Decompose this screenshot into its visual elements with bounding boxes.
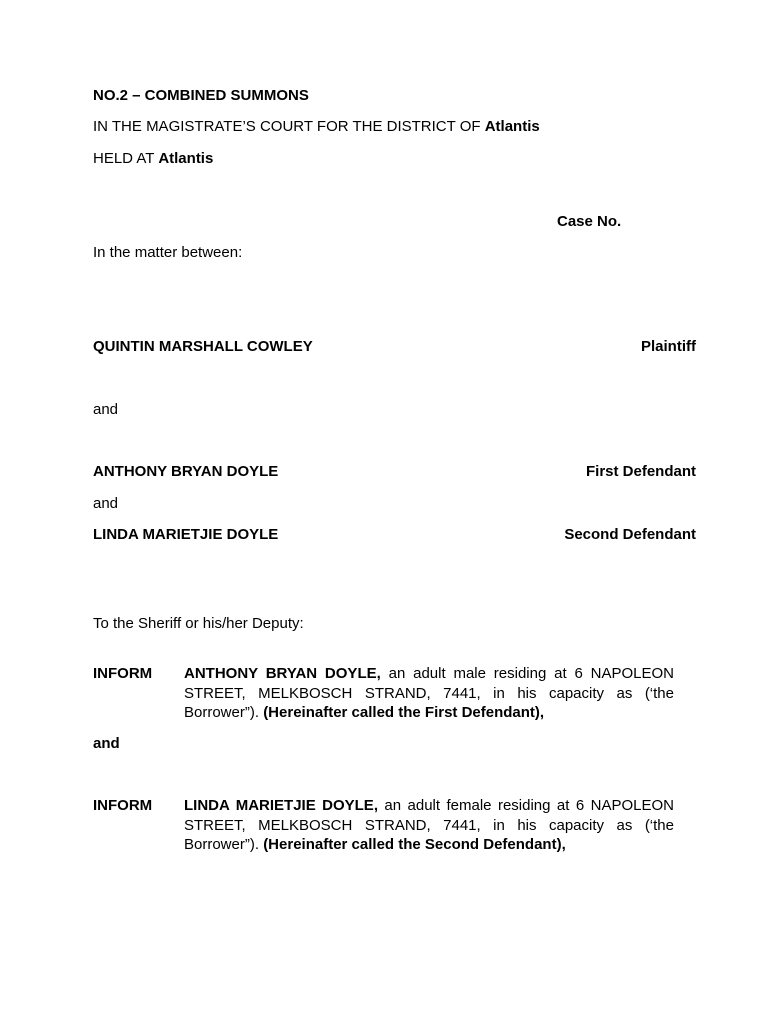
first-defendant-role: First Defendant <box>585 463 696 480</box>
court-line <box>93 118 540 136</box>
second-defendant-role: Second Defendant <box>564 526 696 543</box>
inform-paragraph-2 <box>184 796 674 855</box>
and-separator-1: and <box>93 401 119 418</box>
inform-label-2: INFORM <box>93 797 153 814</box>
inform-1-name: ANTHONY BRYAN DOYLE, <box>184 665 381 682</box>
court-district: Atlantis <box>484 118 540 135</box>
plaintiff-name: QUINTIN MARSHALL COWLEY <box>93 338 313 355</box>
inform-1-called: (Hereinafter called the First Defendant), <box>263 704 545 721</box>
inform-2-called: (Hereinafter called the Second Defendant), <box>263 836 566 853</box>
inform-2-name: LINDA MARIETJIE DOYLE, <box>184 797 378 814</box>
and-separator-2: and <box>93 495 119 512</box>
document-title: NO.2 – COMBINED SUMMONS <box>93 87 309 104</box>
second-defendant-name: LINDA MARIETJIE DOYLE <box>93 526 279 543</box>
plaintiff-role: Plaintiff <box>641 338 696 355</box>
sheriff-address: To the Sheriff or his/her Deputy: <box>93 615 304 632</box>
first-defendant-name: ANTHONY BRYAN DOYLE <box>93 463 279 480</box>
matter-intro: In the matter between: <box>93 244 243 261</box>
held-at-line <box>93 150 213 168</box>
inform-2-text: an adult female residing at 6 NAPOLEON STREET, MELKBOSCH STRAND, 7441, in his capacity as (‘the Borrower”). <box>184 797 674 853</box>
inform-paragraph-1 <box>184 664 674 723</box>
inform-label-1: INFORM <box>93 665 153 682</box>
court-prefix: IN THE MAGISTRATE’S COURT FOR THE DISTRICT OF <box>93 118 485 135</box>
and-bold-separator: and <box>93 735 120 752</box>
case-number-label: Case No. <box>557 213 622 230</box>
inform-1-text: an adult male residing at 6 NAPOLEON STREET, MELKBOSCH STRAND, 7441, in his capacity as (‘the Borrower”). <box>184 665 674 721</box>
held-prefix: HELD AT <box>93 150 159 167</box>
held-place: Atlantis <box>158 150 214 167</box>
